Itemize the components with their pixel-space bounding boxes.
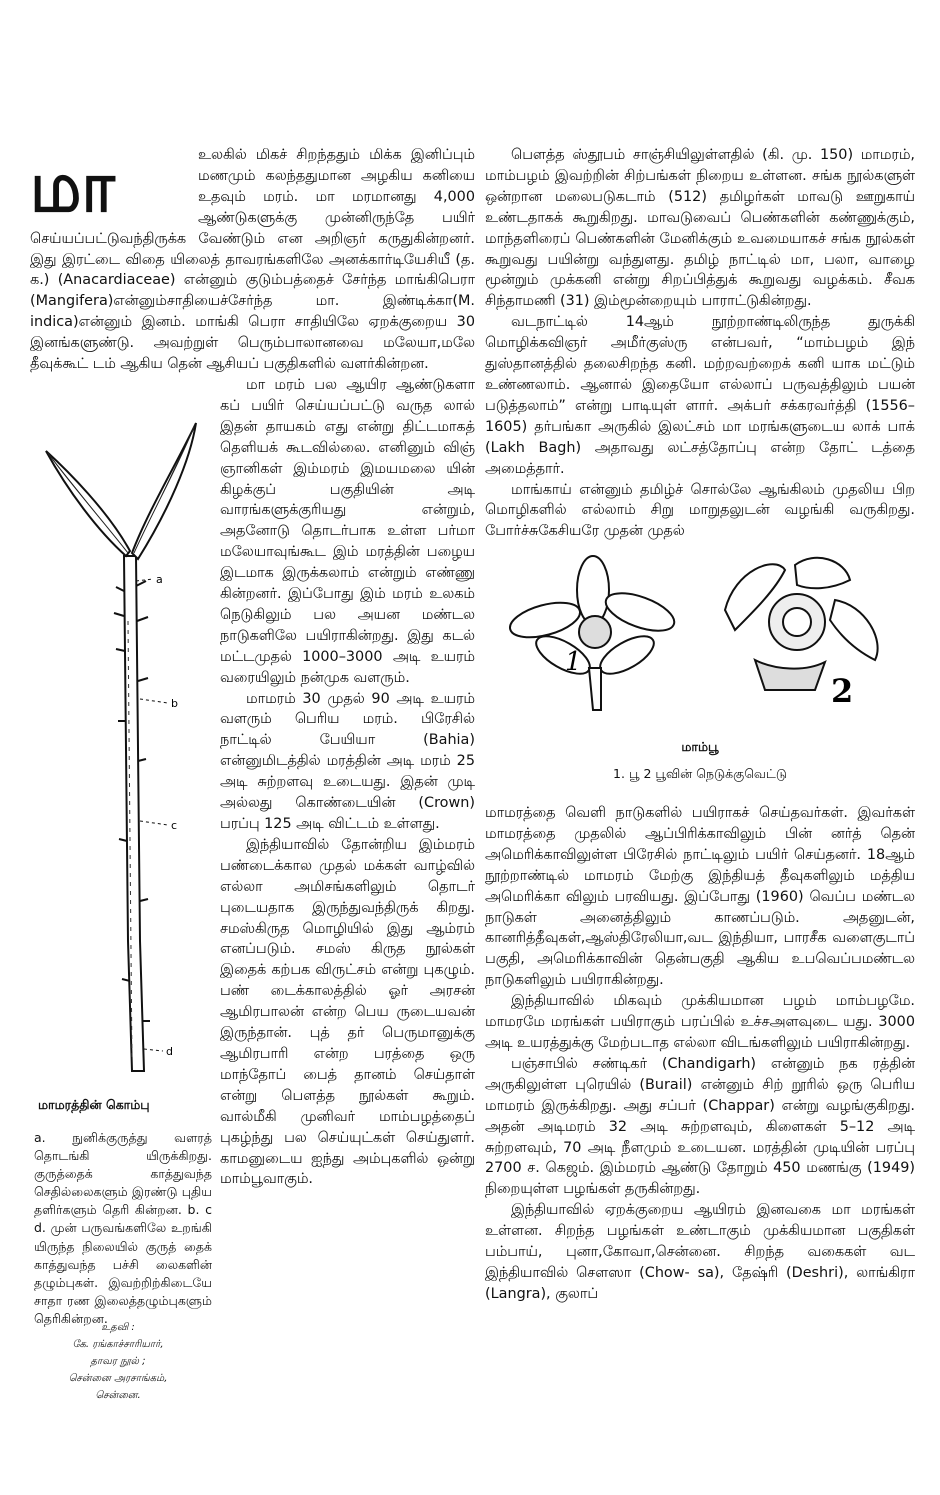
left-paragraph-2: மாமரம் 30 முதல் 90 அடி உயரம் வளரும் பெரிய மரம். பிரேசில் நாட்டில் பேயியா (Bahia) என்னுமிடத்தில் மரத்தின் அடி மரம் 25 அடி சுற்றளவு உடையது. இதன் முடி அல்லது கொண்டையின் (Crown) பரப்பு 125 அடி விட்டம் உள்ளது. bbox=[220, 690, 475, 832]
left-column bbox=[30, 144, 475, 1401]
right-paragraph-5: இந்தியாவில் மிகவும் முக்கியமான பழம் மாம்பழமே. மாமரமே மரங்கள் பயிராகும் பரப்பில் உச்சஅளவுடை யது. 3000 அடி உயரத்துக்கு மேற்படாத எல்லா விடங்களிலும் பயிராகின்றது. bbox=[485, 993, 915, 1051]
figure-number-1: 1 bbox=[565, 647, 582, 678]
right-paragraph-1: பௌத்த ஸ்தூபம் சாஞ்சியிலுள்ளதில் (கி. மு. 150) மாமரம், மாம்பழம் இவற்றின் சிற்பங்கள் நிறைய உள்ளன. சங்க நூல்களுள் ஒன்றான மலைபடுகடாம் (512) தமிழர்கள் மாவடு ஊறுகாய் உண்டதாகக் கூறுகிறது. மாவடுவைப் பெண்களின் கண்ணுக்கும், மாந்தளிரைப் பெண்களின் மேனிக்கும் உவமையாகச் சங்க நூல்கள் கூறுவது பயின்று வந்துளது. தமிழ் நாட்டில் மா, பலா, வாழை மூன்றும் முக்கனி என்று சிறப்பித்துக் கூறுவது வழக்கம். சீவக சிந்தாமணி (31) இம்மூன்றையும் பாராட்டுகின்றது. bbox=[485, 147, 915, 310]
dropcap-heading: மா bbox=[30, 144, 109, 229]
flower-figure-title: மாம்பூ bbox=[681, 739, 719, 755]
label-d: d bbox=[166, 1044, 173, 1058]
right-paragraph-4: மாமரத்தை வெளி நாடுகளில் பயிராகச் செய்தவர்கள். இவர்கள் மாமரத்தை முதலில் ஆப்பிரிக்காவிலும் பின் னர்த் தென் அமெரிக்காவிலுள்ள பிரேசில் நாட்டிலும் பயிர் செய்தனர். 18ஆம் நூற்றாண்டில் மாமரம் மேற்கு இந்தியத் தீவுகளிலும் மத்திய அமெரிக்கா விலும் பரவியது. இப்போது (1960) வெப்ப மண்டல நாடுகள் அனைத்திலும் காணப்படும். அதனுடன், கானரித்தீவுகள்,ஆஸ்திரேலியா,வட இந்தியா, பாரசீக வளைகுடாப் பகுதி, அமெரிக்காவின் தென்பகுதி ஆகிய உபவெப்பமண்டல நாடுகளிலும் பயிராகின்றது. bbox=[485, 805, 915, 989]
mango-flower-figure bbox=[485, 550, 915, 725]
left-paragraph-1: உலகில் மிகச் சிறந்ததும் மிக்க இனிப்பும் மணமும் கலந்ததுமான அழகிய கனியை உதவும் மரம். மா மரமானது 4,000 ஆண்டுகளுக்கு முன்னிருந்தே பயிர் செய்யப்பட்டுவந்திருக்க வேண்டும் என அறிஞர் கருதுகின்றனர். இது இரட்டை விதை யிலைத் தாவரங்களிலே அனக்கார்டியேசியீ (த. க.) (Anacardiaceae) என்னும் குடும்பத்தைச் சேர்ந்த மாங்கிபெரா (Mangifera)என்னும்சாதியைச்சேர்ந்த மா. இண்டிக்கா(M. indica)என்னும் இனம். மாங்கி பெரா சாதியிலே ஏறக்குறைய 30 இனங்களுண்டு. அவற்றுள் பெரும்பாலானவை மலேயா,மலே தீவுக்கூட் டம் ஆகிய தென் ஆசியப் பகுதிகளில் வளர்கின்றன. bbox=[30, 147, 475, 373]
label-c: c bbox=[171, 818, 178, 832]
right-paragraph-7: இந்தியாவில் ஏறக்குறைய ஆயிரம் இனவகை மா மரங்கள் உள்ளன. சிறந்த பழங்கள் உண்டாகும் முக்கியமான பகுதிகள் பம்பாய், புனா,கோவா,சென்னை. சிறந்த வகைகள் வட இந்தியாவில் சௌஸா (Chow- sa), தேஷ்ரி (Deshri), லாங்கிரா (Langra), குலாப் bbox=[485, 1202, 915, 1302]
figure-caption: a. நுனிக்குருத்து வளரத் தொடங்கி யிருக்கிறது. குருத்தைக் காத்துவந்த செதில்லைகளும் இரண்டு புதிய தளிர்களும் தெரி கின்றன. b. c d. முன் பருவங்களிலே உறங்கி யிருந்த நிலையில் குருத் தைக் காத்துவந்த பச்சி லைகளின் தழும்புகள். இவற்றிற்கிடையே சாதா ரண இலைத்தழும்புகளும் தெரிகின்றன. bbox=[34, 1129, 212, 1326]
mango-flower-drawing bbox=[485, 550, 915, 725]
label-a: a bbox=[156, 572, 163, 586]
flower-figure-caption: 1. பூ 2 பூவின் நெடுக்குவெட்டு bbox=[613, 766, 787, 782]
label-b: b bbox=[171, 696, 178, 710]
right-column bbox=[485, 145, 915, 1305]
right-paragraph-6: பஞ்சாபில் சண்டிகர் (Chandigarh) என்னும் நக ரத்தின் அருகிலுள்ள புரெயில் (Burail) என்னும் சிற் றூரில் ஒரு பெரிய மாமரம் இருக்கிறது. அது சப்பர் (Chappar) என்று வழங்குகிறது. அதன் அடிமரம் 32 அடி சுற்றளவும், கிளைகள் 5–12 அடி சுற்றளவும், 70 அடி நீளமும் உடையன. மரத்தின் முடியின் பரப்பு 2700 ச. கெஜம். இம்மரம் ஆண்டு தோறும் 450 மணங்கு (1949) நிறையுள்ள பழங்கள் தருகின்றது. bbox=[485, 1055, 915, 1198]
figure-credit: உதவி : கே. ரங்காச்சாரியார், தாவர நூல் ; சென்னை அரசாங்கம், சென்னை. bbox=[68, 1321, 168, 1401]
figure-number-2: 2 bbox=[831, 672, 854, 711]
right-paragraph-3: மாங்காய் என்னும் தமிழ்ச் சொல்லே ஆங்கிலம் முதலிய பிற மொழிகளில் எல்லாம் சிறு மாறுதலுடன் வழங்கி வருகிறது. போர்ச்சுகேசியரே முதன் முதல் bbox=[485, 481, 915, 540]
mango-branch-figure bbox=[28, 381, 212, 1401]
right-paragraph-2: வடநாட்டில் 14ஆம் நூற்றாண்டிலிருந்த துருக்கி மொழிக்கவிஞர் அமீர்குஸ்ரு என்பவர், “மாம்பழம் இந் துஸ்தானத்தில் தலைசிறந்த கனி. மற்றவற்றைக் கனி யாக மட்டும் உண்ணலாம். ஆனால் இதையோ எல்லாப் பருவத்திலும் பயன் படுத்தலாம்” என்று பாடியுள் ளார். அக்பர் சக்கரவர்த்தி (1556–1605) தர்பங்கா அருகில் இலட்சம் மா மரங்களுடைய லாக் பாக் (Lakh Bagh) அதாவது லட்சத்தோப்பு என்ற தோட் டத்தை அமைத்தார். bbox=[485, 314, 915, 477]
figure-title: மாமரத்தின் கொம்பு bbox=[38, 1096, 150, 1112]
mango-branch-drawing bbox=[28, 381, 212, 1081]
left-paragraph-3: இந்தியாவில் தோன்றிய இம்மரம் பண்டைக்கால முதல் மக்கள் வாழ்வில் எல்லா அமிசங்களிலும் தொடர் புடையதாக இருந்துவந்திருக் கிறது. சமஸ்கிருத மொழியில் இது ஆம்ரம் எனப்படும். சமஸ் கிருத நூல்கள் இதைக் கற்பக விருட்சம் என்று புகழும். பண் டைக்காலத்தில் ஓர் அரசன் ஆமிரபாலன் என்ற பெய ருடையவன் இருந்தான். புத் தர் பெருமானுக்கு ஆமிரபாரி என்ற பரத்தை ஒரு மாந்தோப் பைத் தானம் செய்தாள் என்று பௌத்த நூல்கள் கூறும். வால்மீகி முனிவர் மாம்பழத்தைப் புகழ்ந்து பல செய்யுட்கள் செய்துளர். காமனுடைய ஐந்து அம்புகளில் ஒன்று மாம்பூவாகும். bbox=[220, 836, 475, 1188]
left-paragraph-1b: மா மரம் பல ஆயிர ஆண்டுகளா கப் பயிர் செய்யப்பட்டு வருத லால் இதன் தாயகம் எது என்று திட்டமாகத் தெளியக் கூடவில்லை. எனினும் விஞ் ஞானிகள் இம்மரம் இமயமலை யின் கிழக்குப் பகுதியின் அடி வாரங்களுக்குரியது என்றும், அதனோடு தொடர்பாக உள்ள பர்மா மலேயாவுங்கூட இம் மரத்தின் பழைய இடமாக இருக்கலாம் என்றும் எண்ணு கின்றனர். இப்போது இம் மரம் உலகம் நெடுகிலும் பல அயன மண்டல நாடுகளிலே பயிராகின்றது. இது கடல் மட்டமுதல் 1000–3000 அடி உயரம் வரையிலும் நன்முக வளரும். bbox=[220, 376, 475, 686]
